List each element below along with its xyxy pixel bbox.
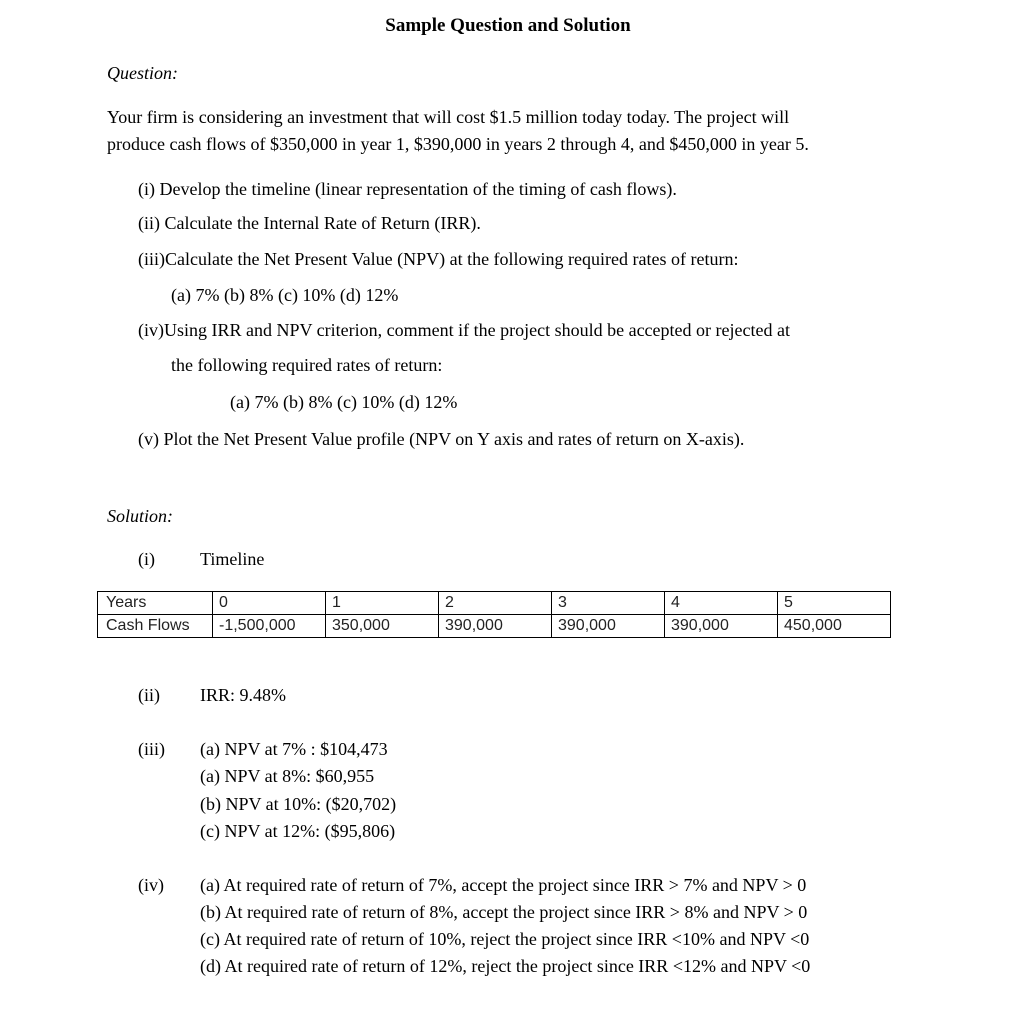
page-title: Sample Question and Solution xyxy=(385,15,631,36)
part-ii-label: (ii) xyxy=(138,685,160,705)
table-cell: 4 xyxy=(665,592,778,615)
question-line-1: Your firm is considering an investment that will cost $1.5 million today today. The project will xyxy=(107,107,790,127)
task-ii: (ii) Calculate the Internal Rate of Return (IRR). xyxy=(138,213,481,233)
decision-line: (d) At required rate of return of 12%, reject the project since IRR <12% and NPV <0 xyxy=(200,956,811,976)
irr-result: IRR: 9.48% xyxy=(200,685,287,705)
table-cell: 2 xyxy=(439,592,552,615)
part-i-label: (i) xyxy=(138,549,155,569)
task-v: (v) Plot the Net Present Value profile (NPV on Y axis and rates of return on X-axis). xyxy=(138,429,745,449)
table-cell: -1,500,000 xyxy=(213,615,326,638)
table-cell: 390,000 xyxy=(439,615,552,638)
table-row xyxy=(98,592,891,615)
npv-line: (b) NPV at 10%: ($20,702) xyxy=(200,794,397,814)
npv-line: (a) NPV at 8%: $60,955 xyxy=(200,766,375,786)
question-heading: Question: xyxy=(107,63,178,83)
row-label-cash-flows: Cash Flows xyxy=(98,615,213,638)
part-iii-label: (iii) xyxy=(138,739,165,759)
part-iv-label: (iv) xyxy=(138,875,164,895)
task-iii: (iii)Calculate the Net Present Value (NPV) at the following required rates of return: xyxy=(138,249,739,269)
table-cell: 450,000 xyxy=(778,615,891,638)
table-cell: 390,000 xyxy=(665,615,778,638)
npv-line: (c) NPV at 12%: ($95,806) xyxy=(200,821,396,841)
task-i: (i) Develop the timeline (linear representation of the timing of cash flows). xyxy=(138,179,677,199)
task-iv-rates: (a) 7% (b) 8% (c) 10% (d) 12% xyxy=(230,392,458,412)
decision-line: (b) At required rate of return of 8%, accept the project since IRR > 8% and NPV > 0 xyxy=(200,902,808,922)
table-cell: 390,000 xyxy=(552,615,665,638)
timeline-table xyxy=(97,591,891,638)
task-iv: (iv)Using IRR and NPV criterion, comment if the project should be accepted or rejected at xyxy=(138,320,790,340)
decision-line: (c) At required rate of return of 10%, reject the project since IRR <10% and NPV <0 xyxy=(200,929,810,949)
table-cell: 350,000 xyxy=(326,615,439,638)
table-row xyxy=(98,615,891,638)
npv-line: (a) NPV at 7% : $104,473 xyxy=(200,739,388,759)
task-iii-rates: (a) 7% (b) 8% (c) 10% (d) 12% xyxy=(171,285,399,305)
solution-heading: Solution: xyxy=(107,506,173,526)
question-line-2: produce cash flows of $350,000 in year 1, $390,000 in years 2 through 4, and $450,000 in year 5. xyxy=(107,134,809,154)
table-cell: 5 xyxy=(778,592,891,615)
decision-line: (a) At required rate of return of 7%, accept the project since IRR > 7% and NPV > 0 xyxy=(200,875,807,895)
table-cell: 1 xyxy=(326,592,439,615)
table-cell: 3 xyxy=(552,592,665,615)
task-iv-continued: the following required rates of return: xyxy=(171,355,443,375)
table-cell: 0 xyxy=(213,592,326,615)
row-label-years: Years xyxy=(98,592,213,615)
part-i-title: Timeline xyxy=(200,549,265,569)
